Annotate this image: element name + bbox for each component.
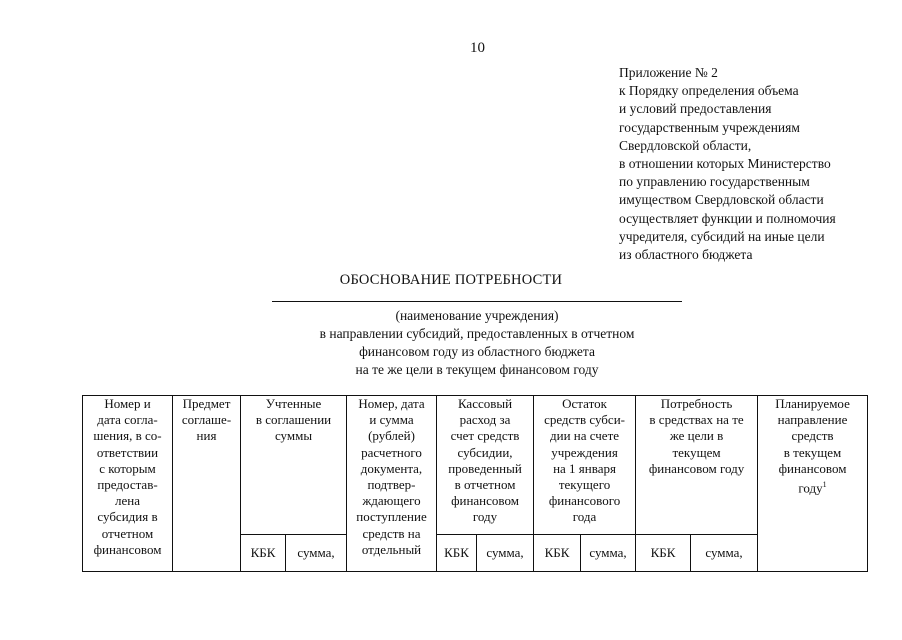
appendix-line: по управлению государственным (619, 174, 810, 190)
document-title: ОБОСНОВАНИЕ ПОТРЕБНОСТИ (339, 272, 563, 288)
header-cash-expenditure: Кассовый расход за счет средств субсидии, проведенный в отчетном финансовом году (437, 396, 534, 535)
footnote-marker: 1 (822, 480, 827, 490)
subtitle-line: на те же цели в текущем финансовом году (355, 362, 599, 377)
subheader-kbk: КБК (534, 535, 581, 572)
appendix-header (619, 64, 836, 264)
document-subtitle (262, 307, 692, 379)
appendix-line: учредителя, субсидий на иные цели (619, 228, 825, 244)
subtitle-line: финансовом году из областного бюджета (359, 344, 595, 359)
subtitle-line: в направлении субсидий, предоставленных в отчетном (319, 326, 635, 341)
subheader-kbk: КБК (437, 535, 477, 572)
appendix-line: к Порядку определения объема (619, 83, 799, 99)
appendix-line: из областного бюджета (619, 247, 753, 263)
header-settlement-document: Номер, дата и сумма (рублей) расчетного документа, подтвер- ждающего поступление средств на отдельный (347, 396, 437, 572)
appendix-line: государственным учреждениям (619, 119, 800, 135)
appendix-line: Свердловской области, (619, 137, 752, 153)
header-agreement-number: Номер и дата согла- шения, в со- ответствии с которым предостав- лена субсидия в отчетном финансовом (83, 396, 173, 572)
subheader-sum: сумма, (581, 535, 636, 572)
appendix-line: Приложение № 2 (619, 65, 718, 80)
subheader-kbk: КБК (636, 535, 691, 572)
subtitle-line: (наименование учреждения) (395, 308, 559, 323)
appendix-line: в отношении которых Министерство (619, 156, 831, 172)
subheader-sum: сумма, (691, 535, 758, 572)
header-planned-direction: Планируемое направление средств в текущем финансовом году$^1$ (758, 396, 868, 572)
header-subsidy-balance: Остаток средств субси- дии на счете учреждения на 1 января текущего финансового года (534, 396, 636, 535)
subheader-sum: сумма, (477, 535, 534, 572)
justification-table (82, 395, 868, 572)
subheader-kbk: КБК (241, 535, 286, 572)
header-agreement-amounts: Учтенные в соглашении суммы (241, 396, 347, 535)
appendix-line: и условий предоставления (619, 101, 772, 117)
header-current-year-need: Потребность в средствах на те же цели в текущем финансовом году (636, 396, 758, 535)
header-agreement-subject: Предмет соглаше- ния (173, 396, 241, 572)
appendix-line: осуществляет функции и полномочия (619, 210, 836, 226)
page-number: 10 (470, 40, 485, 56)
institution-name-fill-line (272, 301, 682, 302)
appendix-line: имуществом Свердловской области (619, 192, 824, 208)
subheader-sum: сумма, (286, 535, 347, 572)
